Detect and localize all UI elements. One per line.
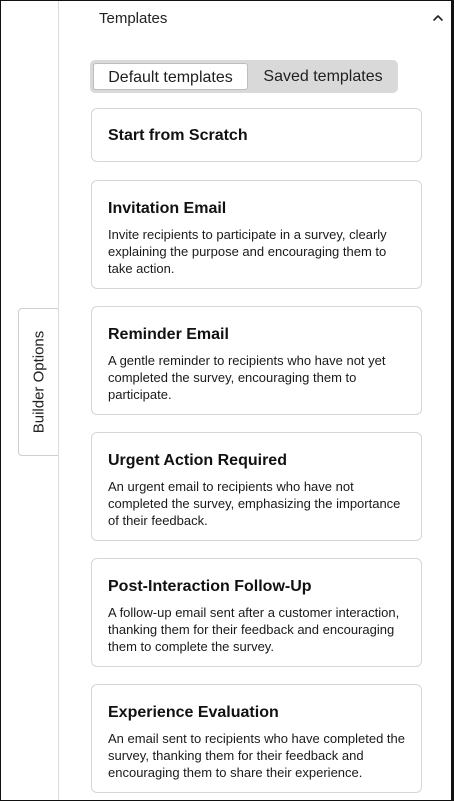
template-card-title: Reminder Email: [108, 326, 229, 343]
template-card-invitation-email[interactable]: [91, 180, 422, 289]
start-from-scratch-title: Start from Scratch: [108, 127, 248, 144]
template-card-description: Invite recipients to participate in a survey, clearly explaining the purpose and encouraging them to take action.: [108, 227, 387, 276]
builder-options-label: Builder Options: [30, 330, 47, 434]
chevron-up-icon[interactable]: [431, 12, 445, 24]
template-card-description: An urgent email to recipients who have not completed the survey, emphasizing the importance of their feedback.: [108, 479, 401, 528]
left-rail: [1, 1, 59, 800]
template-card-title: Post-Interaction Follow-Up: [108, 578, 312, 595]
right-border: [451, 1, 453, 800]
template-type-toggle: [90, 60, 398, 93]
template-card-experience-evaluation[interactable]: [91, 684, 422, 793]
template-card-title: Urgent Action Required: [108, 452, 287, 469]
template-card-description: A gentle reminder to recipients who have not yet completed the survey, encouraging them to participate.: [108, 353, 386, 402]
tab-saved-templates[interactable]: Saved templates: [263, 68, 383, 85]
templates-title: Templates: [99, 10, 168, 27]
start-from-scratch-card[interactable]: [91, 108, 422, 162]
templates-panel: [59, 1, 451, 800]
template-card-description: A follow-up email sent after a customer interaction, thanking them for their feedback and encouraging them to complete the survey.: [108, 605, 400, 654]
template-card-reminder-email[interactable]: [91, 306, 422, 415]
template-card-post-interaction-follow-up[interactable]: [91, 558, 422, 667]
tab-default-templates[interactable]: Default templates: [93, 63, 248, 90]
templates-header[interactable]: [59, 1, 451, 37]
builder-options-tab[interactable]: [18, 308, 58, 456]
template-card-description: An email sent to recipients who have completed the survey, thanking them for their feedback and encouraging them to share their experience.: [108, 731, 406, 780]
template-card-title: Experience Evaluation: [108, 704, 279, 721]
template-card-title: Invitation Email: [108, 200, 227, 217]
template-card-urgent-action-required[interactable]: [91, 432, 422, 541]
